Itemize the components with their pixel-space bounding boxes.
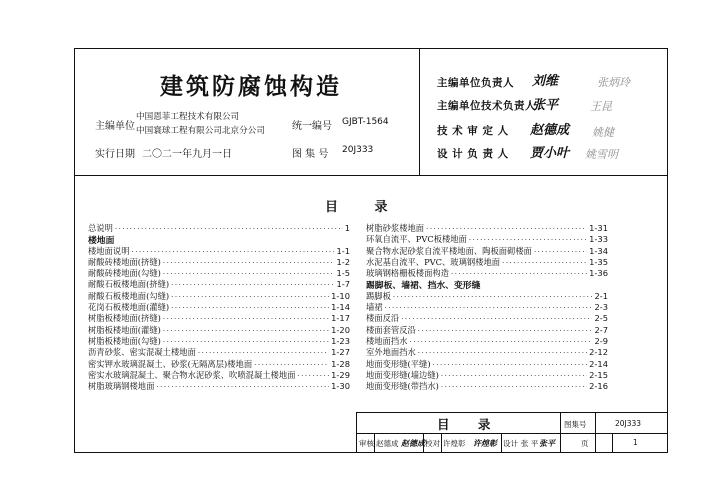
toc-entry (366, 245, 608, 256)
toc-entry-page: 1-2 (336, 256, 350, 267)
toc-entry-page: 1-14 (331, 302, 350, 313)
toc-entry (88, 245, 350, 256)
toc-entry-title: 密实钾水玻璃混凝土、砂浆(无隔离层)楼地面 (88, 358, 253, 369)
toc-leader-dots (401, 315, 592, 323)
review-signature: 赵德成 (401, 439, 425, 448)
toc-entry-title: 地面变形缝(平缝) (366, 358, 431, 369)
toc-entry-page: 1-28 (331, 358, 350, 369)
toc-entry-page: 2-5 (594, 313, 608, 324)
toc-entry-page: 2-7 (594, 324, 608, 335)
date-label: 实行日期 (95, 149, 135, 160)
toc-leader-dots (171, 293, 329, 301)
toc-entry-page: 1-1 (336, 245, 350, 256)
toc-entry-page: 1-34 (589, 245, 608, 256)
toc-entry-title: 楼地面 (88, 236, 115, 247)
role-label-tech: 主编单位技术负责人 (437, 100, 536, 112)
toc-entry-page: 1-31 (589, 223, 608, 233)
design-name: 张 平 (521, 439, 539, 448)
toc-leader-dots (441, 372, 587, 380)
toc-leader-dots (418, 327, 593, 335)
toc-entry-page: 1-30 (331, 381, 350, 392)
title-block-atlas-value: 20J333 (615, 419, 642, 428)
toc-entry-title: 密实水玻璃混凝土、聚合物水泥砂浆、吹喷混凝土楼地面 (88, 369, 296, 380)
toc-leader-dots (156, 383, 329, 391)
toc-entry-title: 楼地面挡水 (366, 335, 408, 346)
toc-entry-title: 室外地面挡水 (366, 347, 416, 358)
toc-entry-title: 地面变形缝(带挡水) (366, 381, 439, 392)
role-label-review: 技 术 审 定 人 (437, 125, 509, 137)
chief-unit-1: 中国恩菲工程技术有限公司 (136, 112, 240, 122)
toc-entry-title: 地面变形缝(墙边缝) (366, 369, 439, 380)
toc-leader-dots (254, 361, 329, 369)
toc-entry-title: 环氧自流平、PVC板楼地面 (366, 234, 467, 245)
date-value: 二〇二一年九月一日 (142, 149, 232, 160)
toc-leader-dots (163, 327, 329, 335)
title-block-divider (501, 433, 502, 453)
signature-chief-unit-2: 张炳玲 (597, 76, 630, 89)
toc-entry-title: 花岗石板楼地面(灌缝) (88, 302, 170, 313)
title-block-divider (374, 433, 375, 453)
signature-design: 贾小叶 (530, 146, 570, 161)
toc-entry-page: 1-20 (331, 324, 350, 335)
title-block-divider (560, 413, 561, 433)
toc-entry-page: 1-23 (331, 335, 350, 346)
toc-entry-title: 耐酸石板楼地面(挤缝) (88, 279, 170, 290)
toc-entry (366, 346, 608, 357)
toc-entry-page: 2-3 (594, 302, 608, 313)
toc-entry-title: 玻璃钢格栅板楼面构造 (366, 268, 449, 279)
toc-entry-title: 耐酸石板楼地面(勾缝) (88, 290, 170, 301)
toc-leader-dots (163, 270, 335, 278)
title-block-divider (560, 433, 561, 453)
toc-section-heading (366, 278, 608, 292)
toc-entry (88, 256, 350, 267)
toc-leader-dots (393, 293, 593, 301)
check-name: 许煌彰 (443, 439, 466, 448)
code-value: GJBT-1564 (342, 117, 389, 127)
toc-leader-dots (418, 349, 587, 357)
toc-entry (88, 358, 350, 369)
toc-leader-dots (163, 338, 329, 346)
toc-entry (366, 312, 608, 323)
title-block (356, 412, 668, 453)
toc-entry-title: 楼面反沿 (366, 313, 400, 324)
toc-entry (88, 335, 350, 346)
toc-entry-title: 踢脚板、墙裙、挡水、变形缝 (366, 281, 481, 292)
code-label: 统一编号 (292, 121, 332, 132)
design-signature: 张平 (539, 439, 555, 448)
toc-heading: 目 录 (325, 200, 404, 215)
signature-review: 赵德成 (530, 123, 570, 138)
toc-entry (88, 346, 350, 357)
toc-leader-dots (433, 361, 588, 369)
toc-entry-page: 1-36 (589, 268, 608, 279)
toc-entry-page: 2-9 (594, 335, 608, 346)
toc-leader-dots (441, 383, 587, 391)
toc-entry-title: 树脂玻璃钢楼地面 (88, 381, 155, 392)
toc-entry-page: 1-17 (331, 313, 350, 324)
toc-entry-title: 树脂板楼地面(灌缝) (88, 324, 161, 335)
review-name: 赵德成 (376, 439, 399, 448)
toc-entry-page: 1 (344, 223, 350, 233)
title-block-divider (595, 433, 596, 453)
signature-tech-2: 王昆 (590, 100, 612, 113)
toc-entry (366, 324, 608, 335)
toc-entry (366, 233, 608, 244)
atlas-number-value: 20J333 (342, 145, 374, 155)
toc-entry (88, 324, 350, 335)
toc-leader-dots (426, 225, 587, 233)
toc-leader-dots (297, 372, 329, 380)
title-block-title: 目 录 (437, 417, 503, 432)
toc-entry-page: 2-15 (589, 369, 608, 380)
chief-unit-2: 中国寰球工程有限公司北京分公司 (136, 126, 265, 136)
title-block-divider (441, 433, 442, 453)
design-label: 设计 (503, 439, 518, 448)
toc-entry-title: 树脂砂浆楼地面 (366, 223, 425, 233)
toc-leader-dots (410, 338, 593, 346)
toc-entry (366, 335, 608, 346)
toc-leader-dots (451, 270, 587, 278)
check-signature: 许煌彰 (473, 439, 497, 448)
toc-entry (88, 380, 350, 391)
toc-entry (88, 222, 350, 233)
toc-entry (88, 312, 350, 323)
atlas-title: 建筑防腐蚀构造 (160, 74, 342, 100)
toc-entry (366, 358, 608, 369)
toc-entry (88, 290, 350, 301)
toc-entry-page: 1-29 (331, 369, 350, 380)
toc-entry (88, 369, 350, 380)
toc-entry-page: 1-27 (331, 347, 350, 358)
title-block-rule (357, 433, 668, 434)
toc-leader-dots (534, 248, 587, 256)
toc-entry-title: 水泥基自流平、PVC、玻璃钢楼地面 (366, 256, 501, 267)
toc-entry-title: 耐酸砖楼地面(勾缝) (88, 268, 161, 279)
toc-right-column (366, 222, 608, 391)
toc-entry (88, 267, 350, 278)
toc-entry-page: 1-35 (589, 256, 608, 267)
review-label: 审核 (359, 439, 374, 448)
title-block-atlas-label: 图集号 (564, 420, 587, 429)
toc-entry-page: 2-14 (589, 358, 608, 369)
toc-leader-dots (171, 304, 329, 312)
toc-leader-dots (502, 259, 587, 267)
toc-entry (88, 301, 350, 312)
toc-entry-title: 沥青砂浆、密实混凝土楼地面 (88, 347, 196, 358)
toc-section-heading (88, 233, 350, 247)
toc-leader-dots (132, 248, 335, 256)
toc-leader-dots (198, 349, 329, 357)
toc-entry (366, 267, 608, 278)
toc-entry (366, 301, 608, 312)
signature-chief-unit: 刘维 (532, 74, 559, 89)
page-label: 页 (581, 439, 589, 448)
toc-entry-page: 1-10 (331, 290, 350, 301)
toc-leader-dots (163, 315, 329, 323)
role-label-chief-unit: 主编单位负责人 (437, 77, 514, 89)
chief-unit-label: 主编单位 (95, 121, 135, 132)
toc-entry (366, 380, 608, 391)
toc-entry (88, 278, 350, 289)
toc-entry-page: 1-33 (589, 234, 608, 245)
toc-entry-title: 墙裙 (366, 302, 383, 313)
toc-leader-dots (115, 225, 343, 233)
toc-entry-title: 楼面套管反沿 (366, 324, 416, 335)
toc-entry-title: 耐酸砖楼地面(挤缝) (88, 256, 161, 267)
toc-leader-dots (171, 281, 334, 289)
toc-entry-title: 树脂板楼地面(挤缝) (88, 313, 161, 324)
toc-entry-page: 1-7 (336, 279, 350, 290)
toc-entry (366, 369, 608, 380)
header-divider (419, 48, 420, 176)
toc-leader-dots (469, 236, 587, 244)
signature-tech: 张平 (532, 98, 559, 113)
toc-entry (366, 222, 608, 233)
toc-entry-page: 2-12 (589, 347, 608, 358)
toc-entry-page: 2-1 (594, 290, 608, 301)
title-block-divider (595, 413, 596, 433)
toc-leader-dots (163, 259, 335, 267)
atlas-number-label: 图 集 号 (292, 149, 329, 160)
signature-review-2: 姚健 (592, 126, 614, 139)
signature-design-2: 姚雪明 (585, 148, 618, 161)
toc-entry-page: 2-16 (589, 381, 608, 392)
toc-entry-title: 树脂板楼地面(勾缝) (88, 335, 161, 346)
toc-entry-title: 聚合物水泥砂浆自流平楼地面、陶板面砌楼面 (366, 245, 532, 256)
toc-entry-title: 楼地面说明 (88, 245, 130, 256)
toc-left-column (88, 222, 350, 391)
toc-entry-title: 总说明 (88, 223, 113, 233)
toc-leader-dots (385, 304, 593, 312)
toc-entry (366, 256, 608, 267)
check-label: 校对 (425, 439, 440, 448)
role-label-design: 设 计 负 责 人 (437, 148, 509, 160)
title-block-divider (612, 433, 613, 453)
toc-entry-page: 1-5 (336, 268, 350, 279)
toc-entry-title: 踢脚板 (366, 290, 391, 301)
page-number: 1 (633, 438, 638, 447)
